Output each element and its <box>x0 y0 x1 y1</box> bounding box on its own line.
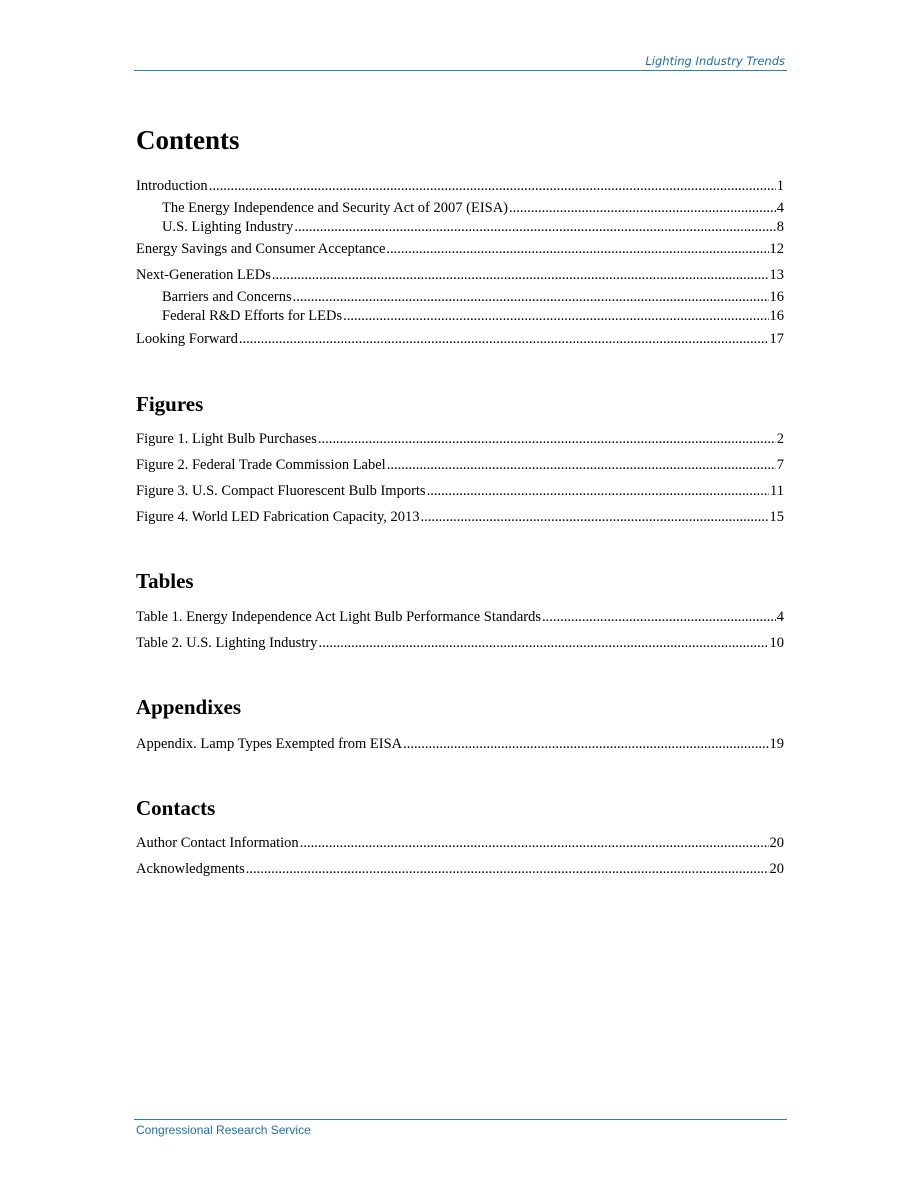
toc-entry-text: The Energy Independence and Security Act of 2007 (EISA) <box>162 200 509 216</box>
toc-entry-text: Author Contact Information <box>136 835 299 851</box>
contacts-heading: Contacts <box>136 796 216 820</box>
dot-leader <box>239 330 769 348</box>
toc-entry-page: 19 <box>769 736 784 752</box>
toc-entry-eisa[interactable] <box>136 199 784 217</box>
toc-entry-page: 20 <box>769 835 784 851</box>
dot-leader <box>246 860 769 878</box>
dot-leader <box>293 288 769 306</box>
dot-leader <box>294 218 775 236</box>
page-header <box>134 54 787 71</box>
toc-entry-page: 15 <box>769 509 784 525</box>
toc-entry-page: 8 <box>776 219 784 235</box>
footer-text: Congressional Research Service <box>136 1123 311 1137</box>
toc-entry-author-contact[interactable] <box>136 834 784 852</box>
toc-entry-figure-1[interactable] <box>136 430 784 448</box>
toc-entry-text: Figure 4. World LED Fabrication Capacity, 2013 <box>136 509 420 525</box>
dot-leader <box>343 307 768 325</box>
toc-entry-text: U.S. Lighting Industry <box>162 219 294 235</box>
toc-entry-text: Figure 1. Light Bulb Purchases <box>136 431 317 447</box>
dot-leader <box>387 456 776 474</box>
toc-entry-figure-2[interactable] <box>136 456 784 474</box>
dot-leader <box>318 634 768 652</box>
toc-entry-page: 4 <box>776 609 784 625</box>
toc-entry-page: 20 <box>769 861 784 877</box>
toc-entry-text: Introduction <box>136 178 208 194</box>
toc-entry-text: Energy Savings and Consumer Acceptance <box>136 241 386 257</box>
toc-entry-text: Federal R&D Efforts for LEDs <box>162 308 343 324</box>
toc-entry-page: 7 <box>776 457 784 473</box>
dot-leader <box>421 508 769 526</box>
toc-entry-us-lighting-industry[interactable] <box>136 218 784 236</box>
dot-leader <box>427 482 769 500</box>
header-title: Lighting Industry Trends <box>645 54 785 68</box>
dot-leader <box>318 430 776 448</box>
toc-entry-text: Barriers and Concerns <box>162 289 292 305</box>
toc-entry-federal-rd[interactable] <box>136 307 784 325</box>
toc-entry-text: Acknowledgments <box>136 861 245 877</box>
toc-entry-page: 1 <box>776 178 784 194</box>
dot-leader <box>509 199 776 217</box>
toc-entry-page: 4 <box>776 200 784 216</box>
toc-entry-table-1[interactable] <box>136 608 784 626</box>
dot-leader <box>272 266 769 284</box>
figures-heading: Figures <box>136 392 204 416</box>
toc-entry-text: Table 2. U.S. Lighting Industry <box>136 635 318 651</box>
toc-entry-energy-savings[interactable] <box>136 240 784 258</box>
dot-leader <box>386 240 768 258</box>
toc-entry-text: Table 1. Energy Independence Act Light Bulb Performance Standards <box>136 609 541 625</box>
toc-entry-page: 13 <box>769 267 784 283</box>
toc-entry-figure-3[interactable] <box>136 482 784 500</box>
toc-entry-text: Figure 3. U.S. Compact Fluorescent Bulb Imports <box>136 483 426 499</box>
dot-leader <box>403 735 768 753</box>
toc-entry-page: 16 <box>769 308 784 324</box>
toc-entry-appendix[interactable] <box>136 735 784 753</box>
toc-entry-page: 12 <box>769 241 784 257</box>
toc-entry-text: Looking Forward <box>136 331 238 347</box>
dot-leader <box>209 177 776 195</box>
toc-entry-acknowledgments[interactable] <box>136 860 784 878</box>
page-footer <box>134 1119 787 1140</box>
toc-entry-introduction[interactable] <box>136 177 784 195</box>
dot-leader <box>300 834 769 852</box>
toc-entry-page: 10 <box>769 635 784 651</box>
toc-entry-figure-4[interactable] <box>136 508 784 526</box>
toc-entry-text: Figure 2. Federal Trade Commission Label <box>136 457 386 473</box>
toc-entry-page: 17 <box>769 331 784 347</box>
toc-entry-table-2[interactable] <box>136 634 784 652</box>
tables-heading: Tables <box>136 569 194 593</box>
appendixes-heading: Appendixes <box>136 695 242 719</box>
contents-heading: Contents <box>136 125 240 155</box>
toc-entry-looking-forward[interactable] <box>136 330 784 348</box>
toc-entry-page: 16 <box>769 289 784 305</box>
toc-entry-page: 2 <box>776 431 784 447</box>
dot-leader <box>542 608 776 626</box>
toc-entry-text: Appendix. Lamp Types Exempted from EISA <box>136 736 403 752</box>
toc-entry-next-generation-leds[interactable] <box>136 266 784 284</box>
toc-entry-text: Next-Generation LEDs <box>136 267 271 283</box>
toc-entry-barriers[interactable] <box>136 288 784 306</box>
toc-entry-page: 11 <box>770 483 784 499</box>
